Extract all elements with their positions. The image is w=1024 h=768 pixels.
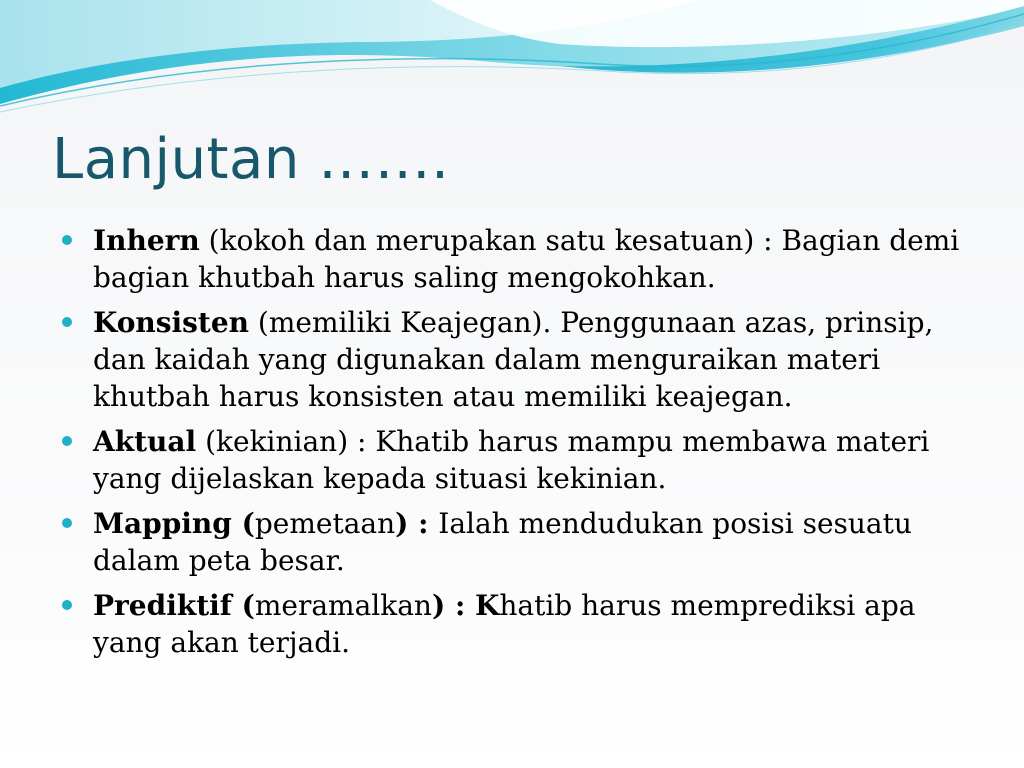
- bullet-dot-icon: [62, 436, 72, 446]
- bullet-dot-icon: [62, 317, 72, 327]
- bullet-term: Inhern: [93, 224, 200, 257]
- bullet-term-detail: pemetaan: [254, 507, 396, 540]
- bullet-term-close: ) : K: [431, 589, 500, 622]
- bullet-text: (kokoh dan merupakan satu kesatuan) : Bagian demi bagian khutbah harus saling mengokohkan.: [93, 224, 960, 294]
- bullet-list: [62, 222, 982, 669]
- bullet-text: (memiliki Keajegan). Penggunaan azas, prinsip, dan kaidah yang digunakan dalam menguraikan materi khutbah harus konsisten atau memiliki keajegan.: [93, 306, 934, 413]
- slide-title: Lanjutan …….: [52, 127, 450, 192]
- bullet-item-inhern: [62, 222, 982, 296]
- bullet-term: Mapping (: [93, 507, 255, 540]
- bullet-item-konsisten: [62, 304, 982, 415]
- bullet-text: hatib harus memprediksi apa yang akan terjadi.: [93, 589, 916, 659]
- bullet-term: Aktual: [93, 425, 197, 458]
- bullet-dot-icon: [62, 600, 72, 610]
- bullet-term: Prediktif (: [93, 589, 255, 622]
- bullet-dot-icon: [62, 518, 72, 528]
- bullet-item-aktual: [62, 423, 982, 497]
- bullet-text: Ialah mendudukan posisi sesuatu dalam peta besar.: [93, 507, 912, 577]
- bullet-term-close: ) :: [395, 507, 439, 540]
- bullet-term-detail: meramalkan: [254, 589, 432, 622]
- bullet-item-mapping: [62, 505, 982, 579]
- bullet-dot-icon: [62, 235, 72, 245]
- bullet-item-prediktif: [62, 587, 982, 661]
- bullet-term: Konsisten: [93, 306, 250, 339]
- bullet-text: (kekinian) : Khatib harus mampu membawa materi yang dijelaskan kepada situasi kekinian.: [93, 425, 930, 495]
- header-wave-decoration: [0, 0, 1024, 120]
